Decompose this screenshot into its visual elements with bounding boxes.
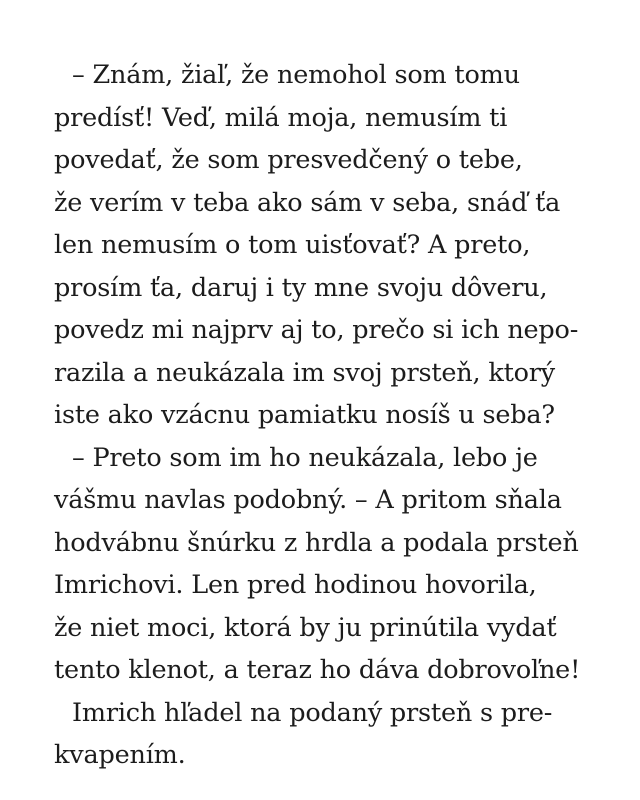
text-line: predísť! Veď, milá moja, nemusím ti (54, 102, 508, 133)
text-line: Imrich hľadel na podaný prsteň s pre- (72, 697, 553, 728)
text-line: povedať, že som presvedčený o tebe, (54, 145, 523, 175)
text-line: – Preto som im ho neukázala, lebo je (72, 442, 538, 473)
text-line: že verím v teba ako sám v seba, snáď ťa (54, 187, 561, 218)
text-line: že niet moci, ktorá by ju prinútila vydať (54, 612, 557, 643)
text-line: prosím ťa, daruj i ty mne svoju dôveru, (54, 272, 548, 303)
text-line: tento klenot, a teraz ho dáva dobrovoľne! (54, 655, 581, 685)
body-text (54, 54, 614, 777)
text-line: vášmu navlas podobný. – A pritom sňala (54, 485, 562, 515)
text-line: kvapením. (54, 740, 186, 770)
text-line: Imrichovi. Len pred hodinou hovorila, (54, 570, 537, 600)
text-line: razila a neukázala im svoj prsteň, ktorý (54, 357, 555, 388)
text-line: hodvábnu šnúrku z hrdla a podala prsteň (54, 527, 579, 558)
text-line: len nemusím o tom uisťovať? A preto, (54, 230, 531, 260)
text-line: – Znám, žiaľ, že nemohol som tomu (72, 60, 520, 90)
text-line: iste ako vzácnu pamiatku nosíš u seba? (54, 400, 555, 430)
text-line: povedz mi najprv aj to, prečo si ich nepo- (54, 315, 579, 345)
